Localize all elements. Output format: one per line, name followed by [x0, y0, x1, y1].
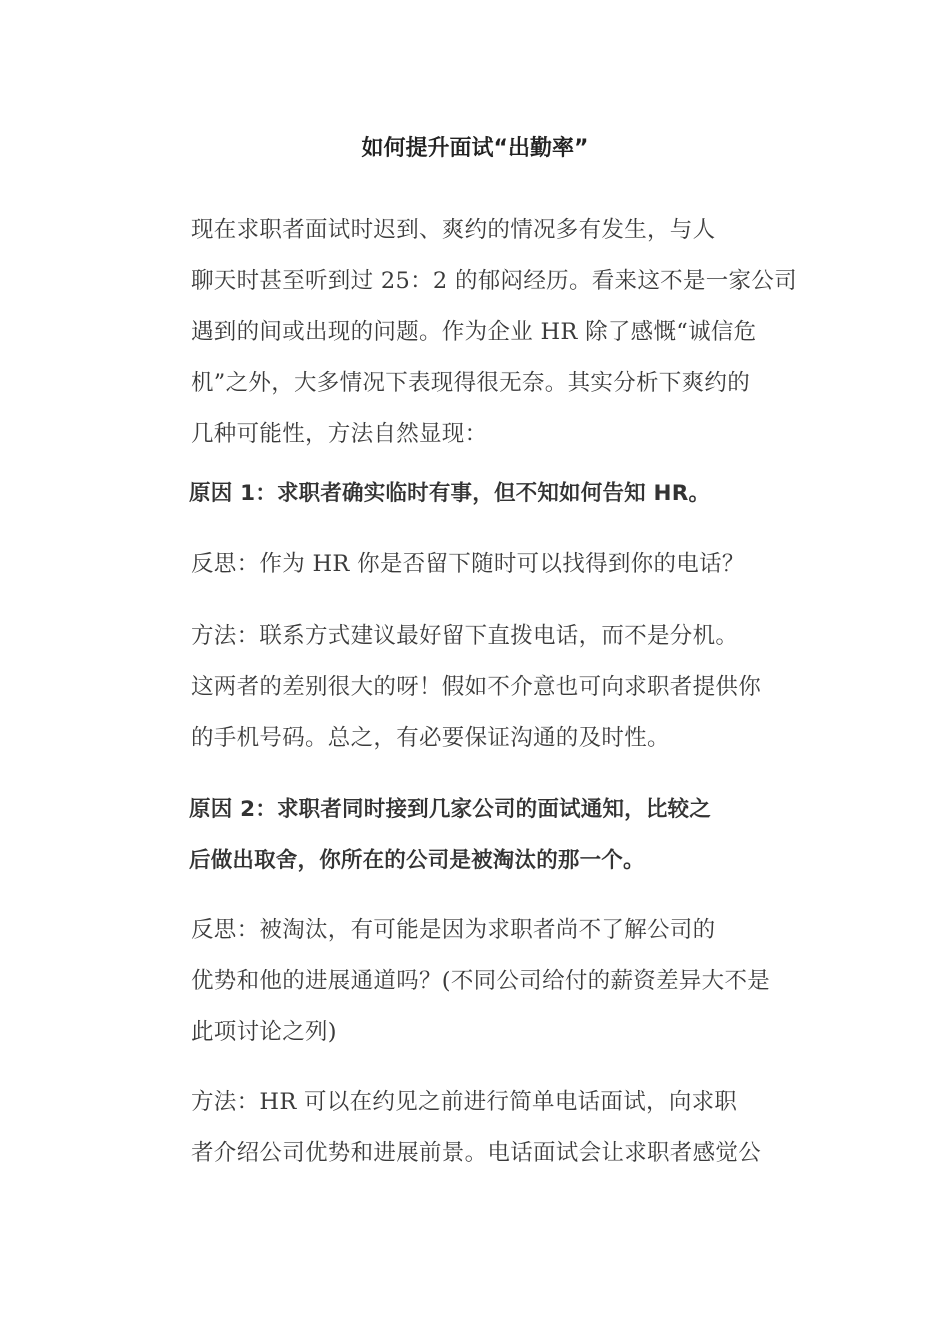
intro-paragraph [146, 205, 806, 460]
paragraph-line: 优势和他的进展通道吗？(不同公司给付的薪资差异大不是 [191, 968, 771, 994]
paragraph-line: 后做出取舍，你所在的公司是被淘汰的那一个。 [189, 848, 645, 873]
paragraph-line: 几种可能性，方法自然显现： [191, 421, 488, 447]
paragraph-line: 原因 1：求职者确实临时有事，但不知如何告知 HR。 [189, 481, 711, 506]
reason-2-heading [146, 784, 806, 886]
paragraph-line: 机”之外，大多情况下表现得很无奈。其实分析下爽约的 [191, 370, 751, 396]
document-title: 如何提升面试“出勤率” [361, 136, 589, 161]
paragraph-line: 此项讨论之列) [191, 1019, 337, 1045]
paragraph-line: 反思：被淘汰，有可能是因为求职者尚不了解公司的 [191, 917, 716, 943]
paragraph-line: 聊天时甚至听到过 25：2 的郁闷经历。看来这不是一家公司 [191, 268, 797, 294]
paragraph-line: 这两者的差别很大的呀！假如不介意也可向求职者提供你 [191, 674, 762, 700]
paragraph-line: 者介绍公司优势和进展前景。电话面试会让求职者感觉公 [191, 1140, 762, 1166]
paragraph-line: 反思：作为 HR 你是否留下随时可以找得到你的电话？ [191, 551, 745, 577]
paragraph-line: 原因 2：求职者同时接到几家公司的面试通知，比较之 [189, 797, 711, 822]
reflection-1-paragraph [146, 539, 806, 590]
paragraph-line: 遇到的间或出现的问题。作为企业 HR 除了感慨“诚信危 [191, 319, 757, 345]
paragraph-line: 方法：HR 可以在约见之前进行简单电话面试，向求职 [191, 1089, 738, 1115]
paragraph-line: 方法：联系方式建议最好留下直拨电话，而不是分机。 [191, 623, 739, 649]
reflection-2-paragraph [146, 905, 806, 1058]
method-2-paragraph [146, 1077, 806, 1179]
method-1-paragraph [146, 611, 806, 764]
reason-1-heading [146, 468, 806, 519]
paragraph-line: 现在求职者面试时迟到、爽约的情况多有发生，与人 [191, 217, 716, 243]
paragraph-line: 的手机号码。总之，有必要保证沟通的及时性。 [191, 725, 670, 751]
